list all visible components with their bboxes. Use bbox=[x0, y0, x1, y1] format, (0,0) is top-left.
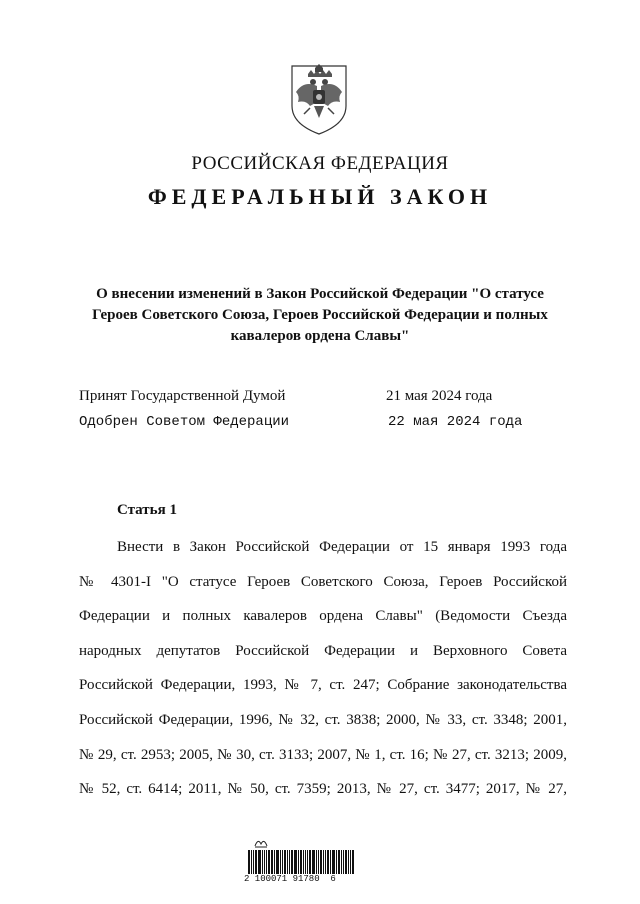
body-line: Федерации и полных кавалеров ордена Славы" (Ведомости Съезда bbox=[79, 608, 567, 625]
registration-mark-icon bbox=[254, 836, 268, 848]
barcode-bar bbox=[268, 850, 270, 874]
barcode-bar bbox=[280, 850, 281, 874]
barcode-bar bbox=[271, 850, 273, 874]
law-title bbox=[70, 284, 570, 347]
law-title-line: кавалеров ордена Славы" bbox=[230, 328, 410, 344]
barcode-bar bbox=[262, 850, 263, 874]
barcode-bar bbox=[276, 850, 279, 874]
duma-adoption-label: Принят Государственной Думой bbox=[79, 388, 286, 404]
duma-adoption-date: 21 мая 2024 года bbox=[386, 388, 493, 404]
coat-of-arms-icon bbox=[284, 62, 354, 138]
barcode-bar bbox=[305, 850, 306, 874]
barcode-bar bbox=[325, 850, 326, 874]
barcode-bar bbox=[291, 850, 293, 874]
barcode-bar bbox=[248, 850, 250, 874]
barcode-bar bbox=[264, 850, 265, 874]
barcode-bar bbox=[258, 850, 261, 874]
barcode-bar bbox=[287, 850, 288, 874]
barcode-bar bbox=[352, 850, 354, 874]
body-line: Российской Федерации, 1993, № 7, ст. 247; Собрание законодательства bbox=[79, 677, 567, 694]
barcode-bar bbox=[348, 850, 349, 874]
document-type: ФЕДЕРАЛЬНЫЙ ЗАКОН bbox=[147, 184, 493, 209]
council-approval-date: 22 мая 2024 года bbox=[388, 414, 523, 430]
barcode bbox=[244, 836, 364, 886]
barcode-bar bbox=[320, 850, 322, 874]
barcode-bar bbox=[274, 850, 275, 874]
barcode-number: 2 100071 91780 6 bbox=[244, 874, 336, 884]
barcode-bar bbox=[253, 850, 254, 874]
barcode-bar bbox=[282, 850, 283, 874]
barcode-bar bbox=[284, 850, 286, 874]
law-title-line: О внесении изменений в Закон Российской Федерации "О статусе bbox=[96, 286, 544, 302]
barcode-bars bbox=[248, 850, 356, 874]
body-line: Внести в Закон Российской Федерации от 15 января 1993 года bbox=[117, 539, 567, 555]
barcode-bar bbox=[309, 850, 311, 874]
body-line: Российской Федерации, 1996, № 32, ст. 3838; 2000, № 33, ст. 3348; 2001, bbox=[79, 711, 567, 728]
council-approval-label: Одобрен Советом Федерации bbox=[79, 414, 290, 430]
body-line: № 29, ст. 2953; 2005, № 30, ст. 3133; 2007, № 1, ст. 16; № 27, ст. 3213; 2009, bbox=[79, 746, 567, 763]
barcode-bar bbox=[323, 850, 324, 874]
article-body bbox=[79, 534, 567, 811]
country-name: РОССИЙСКАЯ ФЕДЕРАЦИЯ bbox=[191, 153, 449, 174]
barcode-bar bbox=[300, 850, 302, 874]
barcode-bar bbox=[350, 850, 351, 874]
barcode-bar bbox=[294, 850, 297, 874]
barcode-bar bbox=[345, 850, 347, 874]
barcode-bar bbox=[255, 850, 257, 874]
barcode-bar bbox=[307, 850, 308, 874]
barcode-bar bbox=[318, 850, 319, 874]
barcode-bar bbox=[251, 850, 252, 874]
barcode-bar bbox=[298, 850, 299, 874]
barcode-bar bbox=[316, 850, 317, 874]
barcode-bar bbox=[343, 850, 344, 874]
barcode-bar bbox=[332, 850, 335, 874]
body-line: народных депутатов Российской Федерации и Верховного Совета bbox=[79, 642, 567, 659]
barcode-bar bbox=[341, 850, 342, 874]
body-line: № 4301-I "О статусе Героев Советского Союза, Героев Российской bbox=[79, 573, 567, 590]
barcode-bar bbox=[303, 850, 304, 874]
barcode-bar bbox=[330, 850, 331, 874]
barcode-bar bbox=[338, 850, 340, 874]
barcode-bar bbox=[289, 850, 290, 874]
article-heading: Статья 1 bbox=[117, 502, 177, 518]
body-line: № 52, ст. 6414; 2011, № 50, ст. 7359; 2013, № 27, ст. 3477; 2017, № 27, bbox=[79, 781, 567, 798]
barcode-bar bbox=[312, 850, 315, 874]
barcode-bar bbox=[327, 850, 329, 874]
barcode-bar bbox=[266, 850, 267, 874]
law-title-line: Героев Советского Союза, Героев Российской Федерации и полных bbox=[92, 307, 548, 323]
barcode-bar bbox=[336, 850, 337, 874]
